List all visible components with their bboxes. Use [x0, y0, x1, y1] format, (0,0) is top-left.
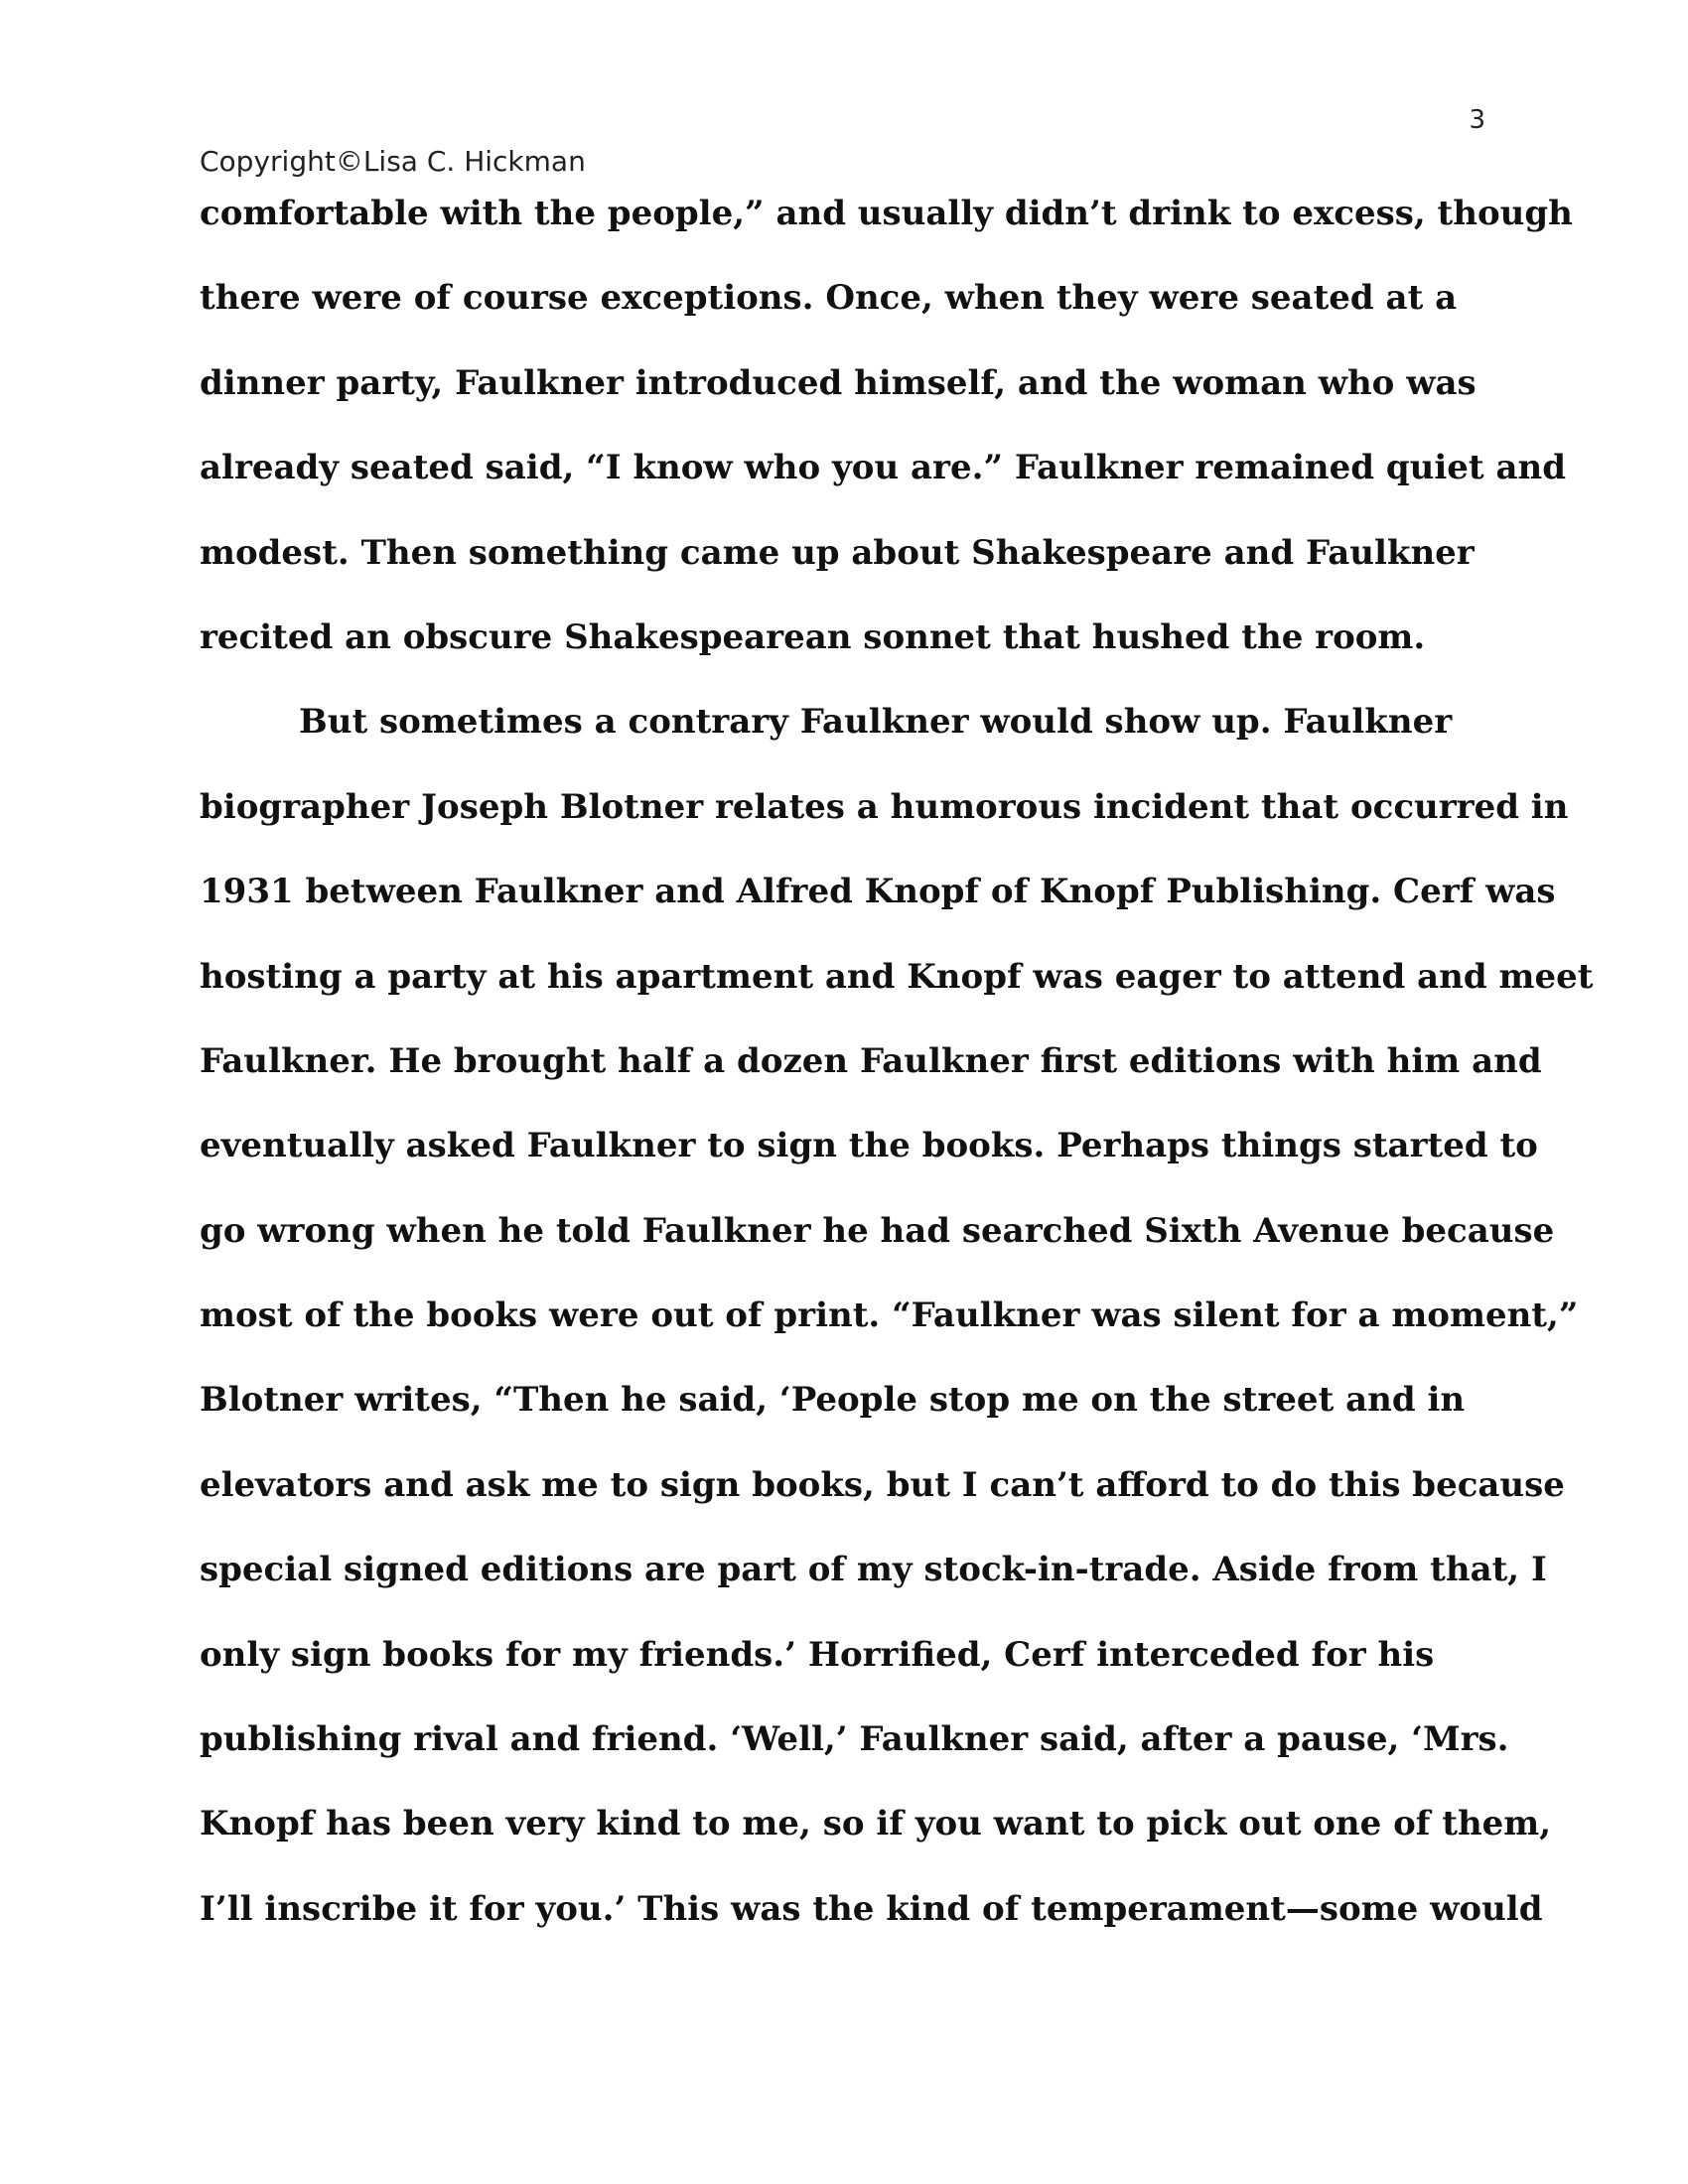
text-line: special signed editions are part of my stock-in-trade. Aside from that, I	[200, 1550, 1547, 1590]
text-line: Knopf has been very kind to me, so if you want to pick out one of them,	[200, 1804, 1552, 1844]
text-line: hosting a party at his apartment and Knopf was eager to attend and meet	[200, 956, 1594, 997]
text-line: biographer Joseph Blotner relates a humorous incident that occurred in	[200, 786, 1569, 827]
text-line: modest. Then something came up about Shakespeare and Faulkner	[200, 532, 1475, 573]
text-line: I’ll inscribe it for you.’ This was the kind of temperament—some would	[200, 1888, 1543, 1929]
text-line: elevators and ask me to sign books, but I can’t afford to do this because	[200, 1464, 1565, 1505]
text-line: there were of course exceptions. Once, when they were seated at a	[200, 278, 1458, 319]
text-line: only sign books for my friends.’ Horrified, Cerf interceded for his	[200, 1634, 1435, 1675]
text-line: comfortable with the people,” and usually didn’t drink to excess, though	[200, 194, 1573, 233]
body-text	[200, 189, 1594, 1969]
page-number: 3	[1469, 105, 1485, 135]
copyright-notice: Copyright©Lisa C. Hickman	[200, 145, 586, 178]
text-line: 1931 between Faulkner and Alfred Knopf of Knopf Publishing. Cerf was	[200, 872, 1556, 912]
text-line: Blotner writes, “Then he said, ‘People stop me on the street and in	[200, 1380, 1466, 1421]
text-line: But sometimes a contrary Faulkner would show up. Faulkner	[299, 702, 1453, 743]
text-line: most of the books were out of print. “Faulkner was silent for a moment,”	[200, 1296, 1579, 1336]
text-line: go wrong when he told Faulkner he had searched Sixth Avenue because	[200, 1210, 1555, 1251]
text-line: publishing rival and friend. ‘Well,’ Faulkner said, after a pause, ‘Mrs.	[200, 1719, 1509, 1760]
text-line: dinner party, Faulkner introduced himself, and the woman who was	[200, 362, 1477, 403]
text-line: Faulkner. He brought half a dozen Faulkner first editions with him and	[200, 1040, 1542, 1081]
text-line: recited an obscure Shakespearean sonnet that hushed the room.	[200, 616, 1426, 657]
text-line: already seated said, “I know who you are.” Faulkner remained quiet and	[200, 448, 1566, 488]
text-line: eventually asked Faulkner to sign the books. Perhaps things started to	[200, 1126, 1538, 1166]
